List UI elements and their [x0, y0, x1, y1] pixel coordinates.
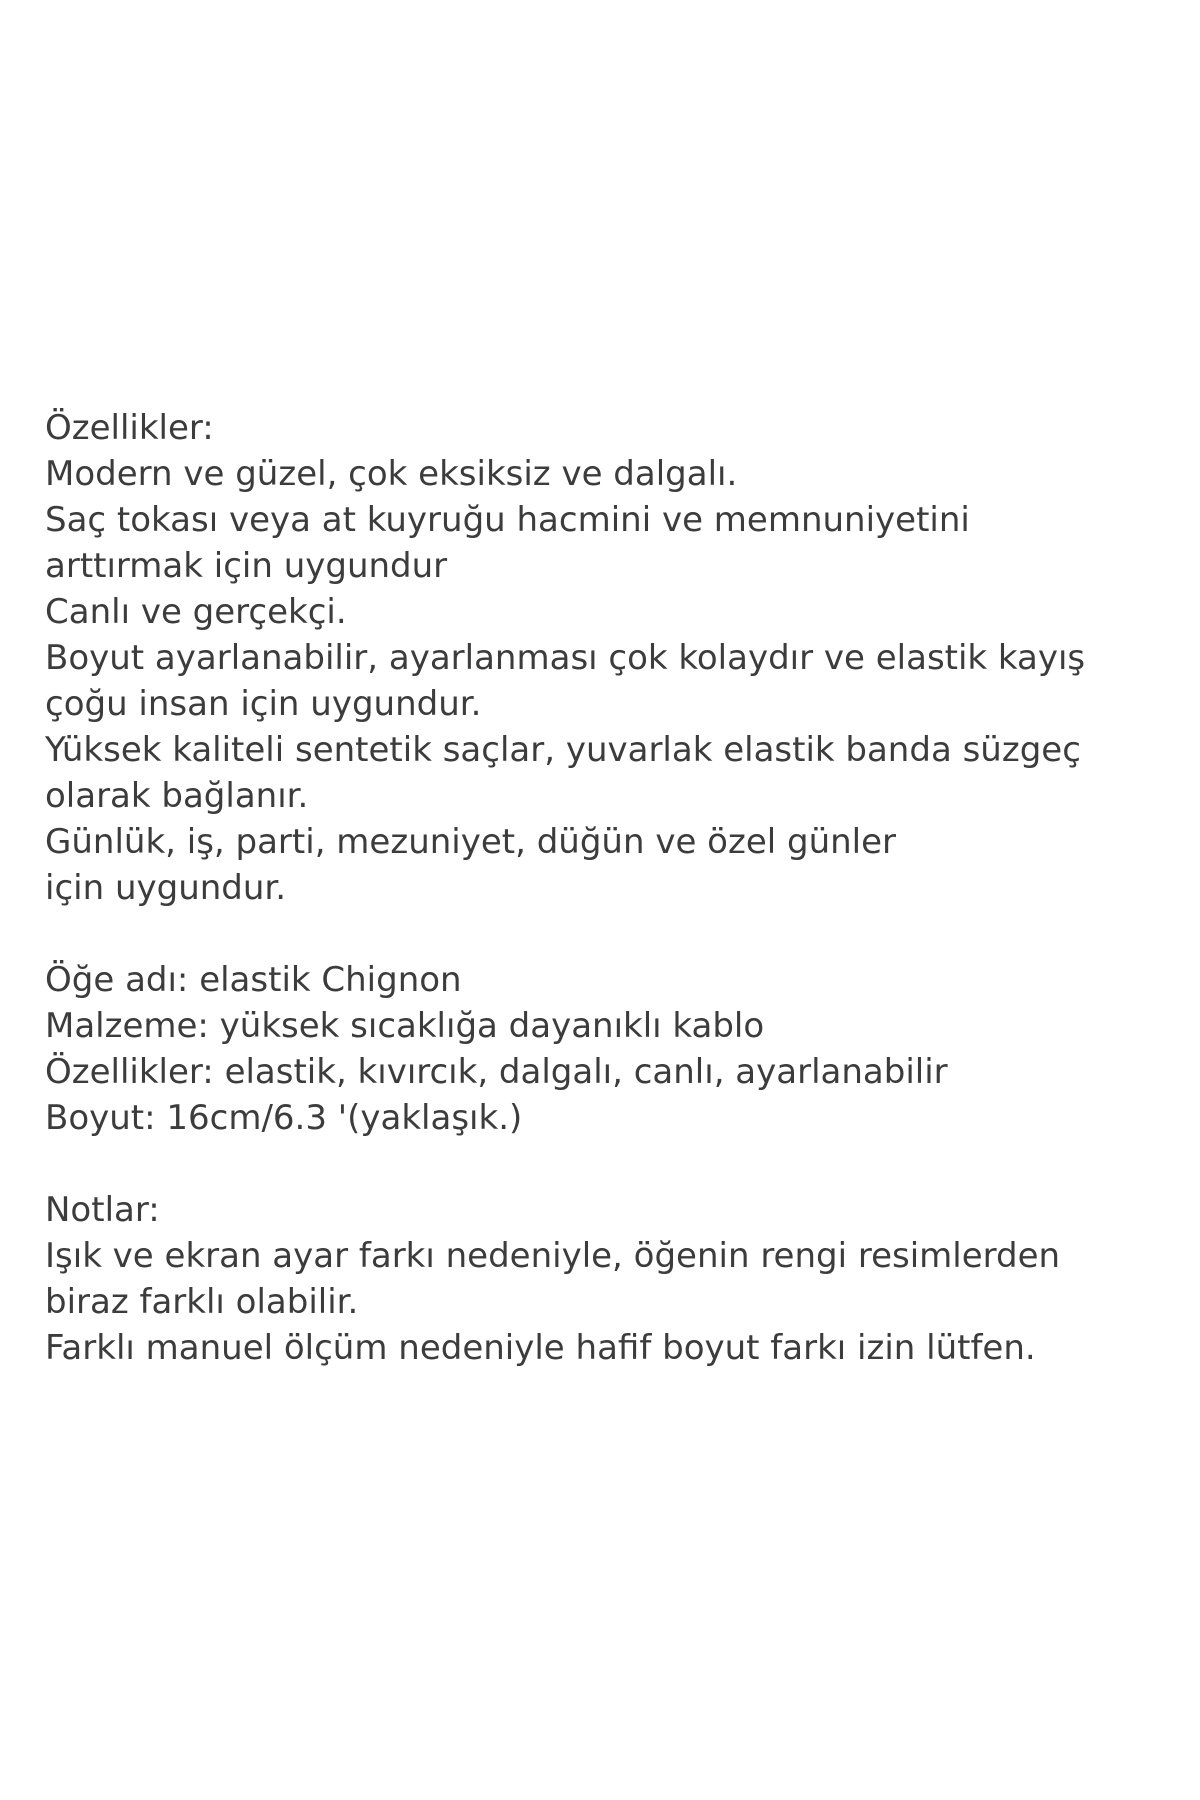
text-line: Saç tokası veya at kuyruğu hacmini ve memnuniyetini	[45, 500, 970, 540]
text-line: arttırmak için uygundur	[45, 546, 448, 586]
product-description	[45, 405, 1165, 1371]
text-line: Yüksek kaliteli sentetik saçlar, yuvarlak elastik banda süzgeç	[45, 730, 1081, 770]
text-line: Günlük, iş, parti, mezuniyet, düğün ve özel günler	[45, 822, 897, 862]
text-line: Canlı ve gerçekçi.	[45, 592, 347, 632]
spec-features: Özellikler: elastik, kıvırcık, dalgalı, canlı, ayarlanabilir	[45, 1052, 948, 1092]
text-line: Işık ve ekran ayar farkı nedeniyle, öğenin rengi resimlerden	[45, 1236, 1061, 1276]
text-line: çoğu insan için uygundur.	[45, 684, 482, 724]
features-section	[45, 405, 1165, 911]
text-line: için uygundur.	[45, 868, 287, 908]
features-heading: Özellikler:	[45, 408, 214, 448]
text-line: Boyut ayarlanabilir, ayarlanması çok kolaydır ve elastik kayış	[45, 638, 1086, 678]
notes-section	[45, 1187, 1165, 1371]
text-line: Farklı manuel ölçüm nedeniyle hafif boyut farkı izin lütfen.	[45, 1328, 1036, 1368]
notes-heading: Notlar:	[45, 1190, 160, 1230]
spec-size: Boyut: 16cm/6.3 '(yaklaşık.)	[45, 1098, 523, 1138]
spec-material: Malzeme: yüksek sıcaklığa dayanıklı kablo	[45, 1006, 765, 1046]
text-line: Modern ve güzel, çok eksiksiz ve dalgalı.	[45, 454, 738, 494]
text-line: olarak bağlanır.	[45, 776, 309, 816]
spec-item-name: Öğe adı: elastik Chignon	[45, 960, 462, 1000]
text-line: biraz farklı olabilir.	[45, 1282, 359, 1322]
specs-section	[45, 957, 1165, 1141]
